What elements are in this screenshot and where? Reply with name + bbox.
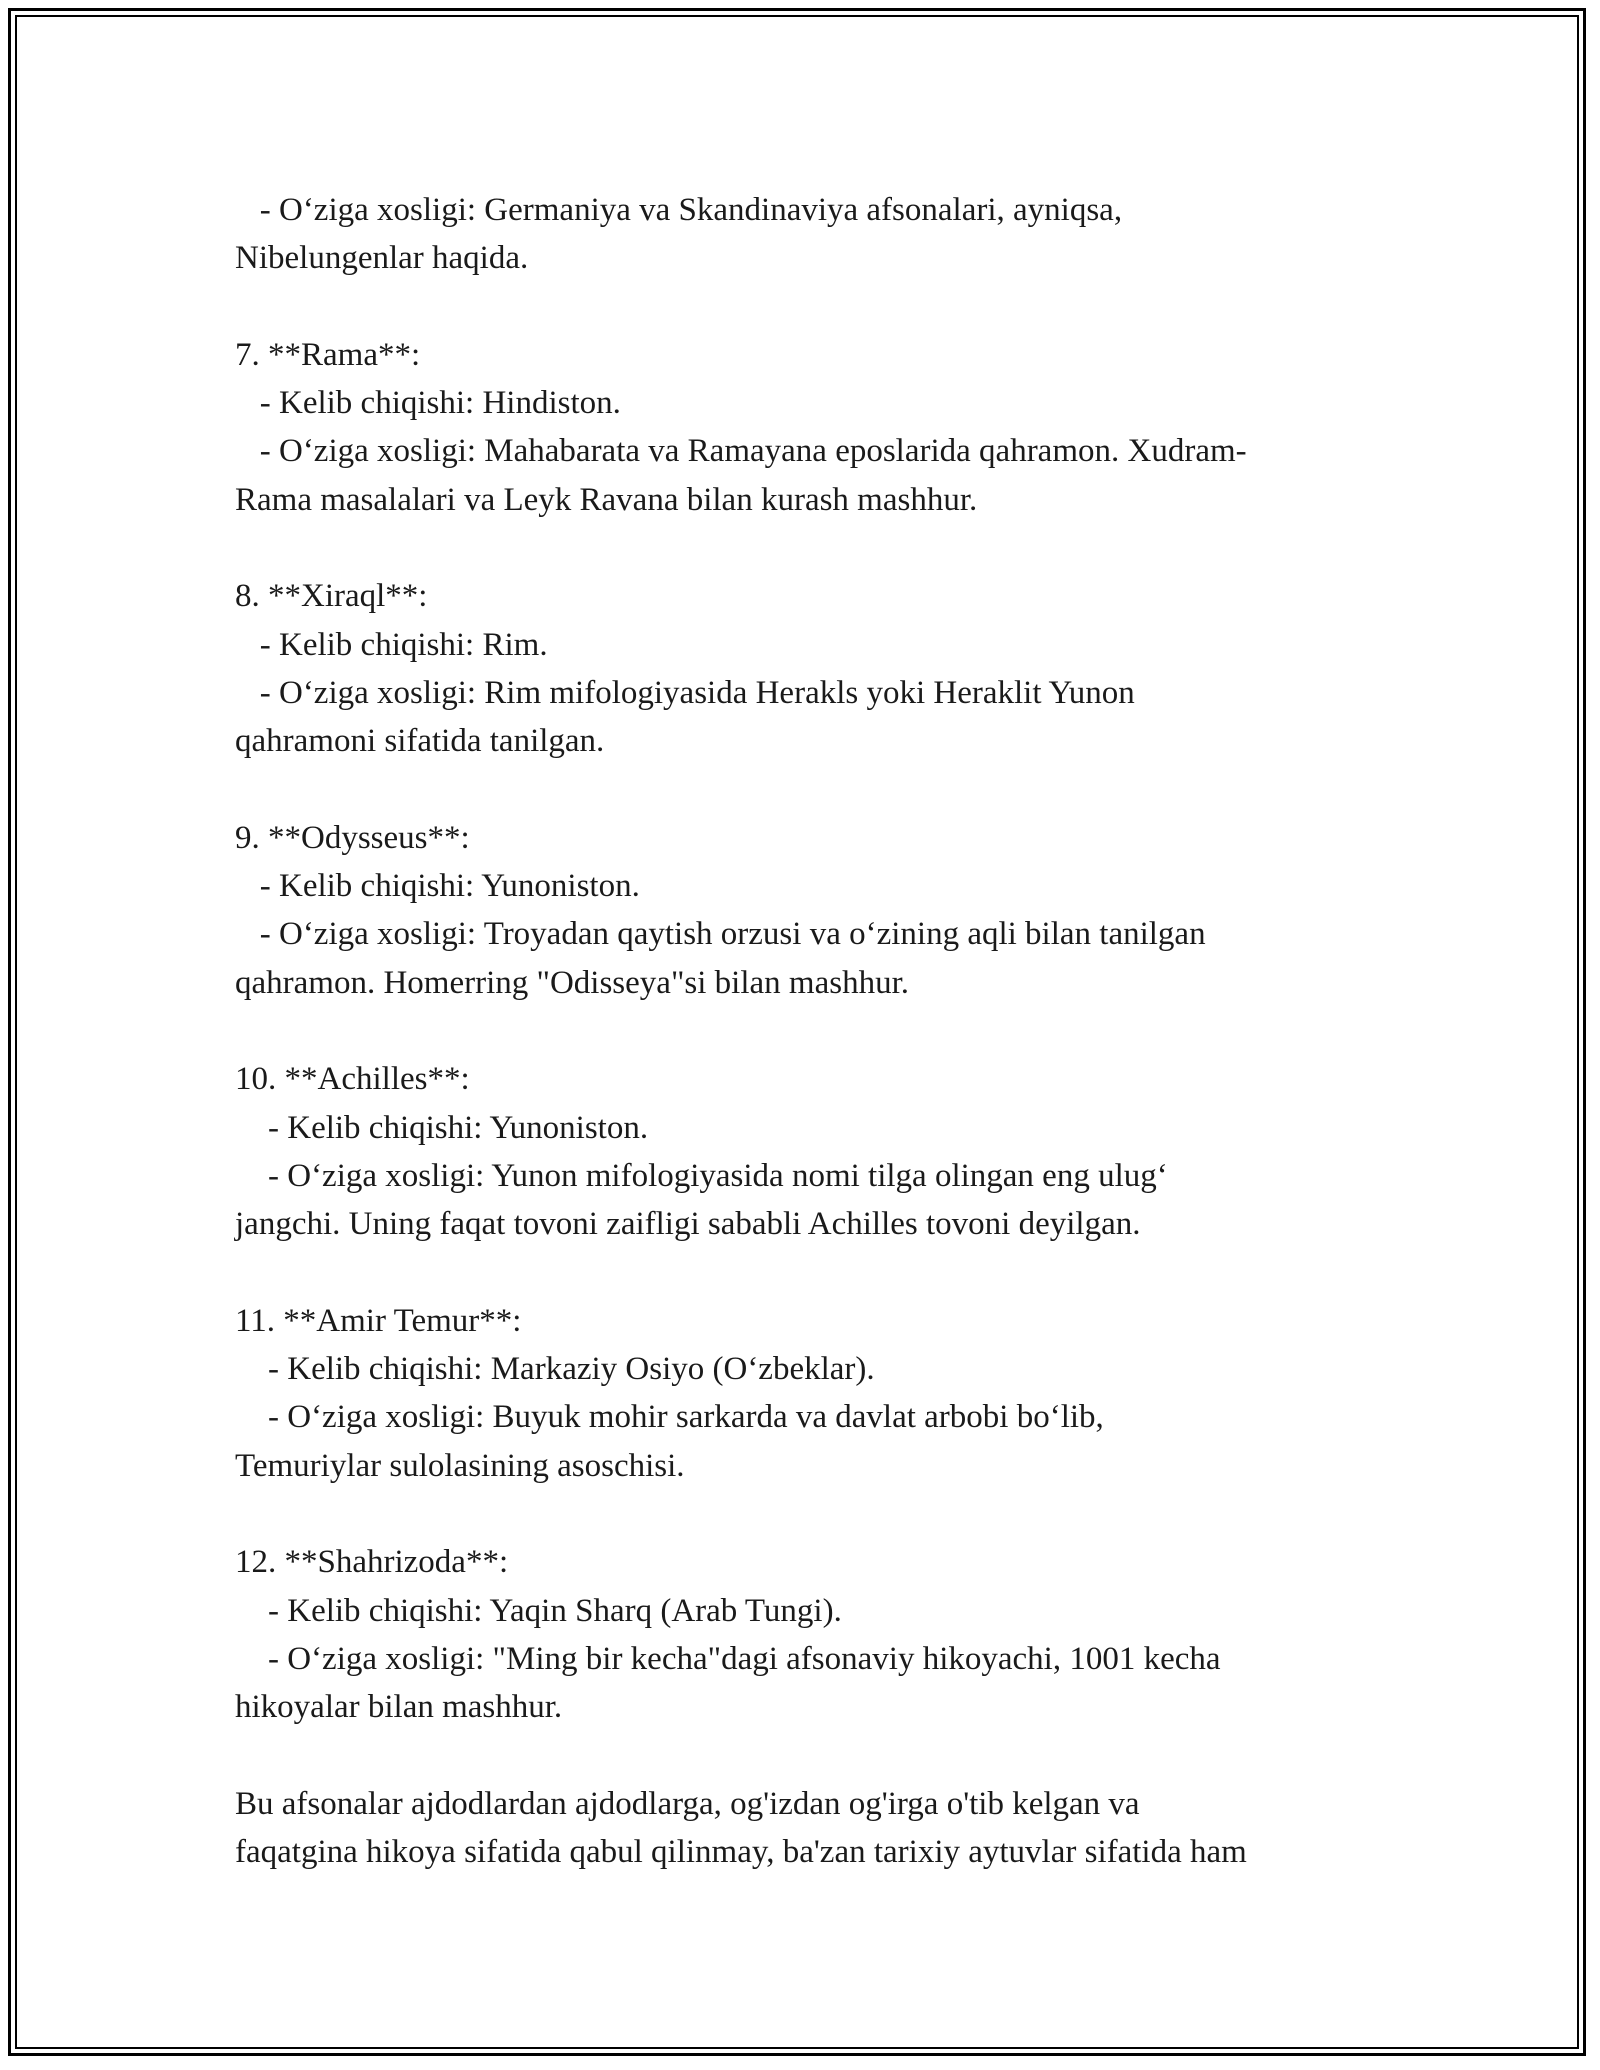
blank-line	[235, 766, 1415, 814]
paragraph-line: Bu afsonalar ajdodlardan ajdodlarga, og'izdan og'irga o'tib kelgan va	[235, 1785, 1140, 1822]
text-line: - O‘ziga xosligi: Germaniya va Skandinaviya afsonalari, ayniqsa,	[235, 192, 1123, 228]
text-line: jangchi. Uning faqat tovoni zaifligi sababli Achilles tovoni deyilgan.	[235, 1206, 1141, 1243]
text-line: Temuriylar sulolasining asoschisi.	[235, 1447, 685, 1484]
list-item-heading: 9. **Odysseus**:	[235, 819, 470, 856]
text-line: - O‘ziga xosligi: Buyuk mohir sarkarda va davlat arbobi bo‘lib,	[235, 1399, 1104, 1436]
text-line: - O‘ziga xosligi: Rim mifologiyasida Herakls yoki Heraklit Yunon	[235, 674, 1135, 711]
text-line: - O‘ziga xosligi: Mahabarata va Ramayana eposlarida qahramon. Xudram-	[235, 433, 1247, 470]
text-line: - Kelib chiqishi: Yaqin Sharq (Arab Tungi).	[235, 1592, 842, 1629]
text-line: - O‘ziga xosligi: Troyadan qaytish orzusi va o‘zining aqli bilan tanilgan	[235, 916, 1206, 953]
list-item-heading: 8. **Xiraql**:	[235, 578, 428, 615]
blank-line	[235, 283, 1415, 331]
list-item-heading: 10. **Achilles**:	[235, 1061, 470, 1098]
text-line: - Kelib chiqishi: Yunoniston.	[235, 868, 640, 905]
blank-line	[235, 1490, 1415, 1538]
text-line: - Kelib chiqishi: Rim.	[235, 626, 548, 663]
paragraph-line: faqatgina hikoya sifatida qabul qilinmay, ba'zan tarixiy aytuvlar sifatida ham	[235, 1834, 1247, 1871]
text-line: - O‘ziga xosligi: Yunon mifologiyasida nomi tilga olingan eng ulug‘	[235, 1157, 1168, 1194]
text-line: - Kelib chiqishi: Hindiston.	[235, 385, 621, 422]
list-item-heading: 12. **Shahrizoda**:	[235, 1544, 509, 1581]
text-line: hikoyalar bilan mashhur.	[235, 1689, 563, 1726]
list-item-heading: 11. **Amir Temur**:	[235, 1302, 522, 1339]
text-line: - Kelib chiqishi: Yunoniston.	[235, 1109, 649, 1146]
text-line: - O‘ziga xosligi: "Ming bir kecha"dagi afsonaviy hikoyachi, 1001 kecha	[235, 1640, 1221, 1677]
text-line: qahramoni sifatida tanilgan.	[235, 723, 605, 760]
text-line: - Kelib chiqishi: Markaziy Osiyo (O‘zbeklar).	[235, 1351, 875, 1388]
list-item-heading: 7. **Rama**:	[235, 336, 421, 373]
blank-line	[235, 1007, 1415, 1055]
blank-line	[235, 1732, 1415, 1780]
blank-line	[235, 524, 1415, 572]
text-line: Rama masalalari va Leyk Ravana bilan kurash mashhur.	[235, 481, 978, 518]
blank-line	[235, 1249, 1415, 1297]
document-text	[235, 186, 1415, 1876]
text-line: qahramon. Homerring "Odisseya"si bilan mashhur.	[235, 964, 909, 1001]
text-line: Nibelungenlar haqida.	[235, 240, 529, 277]
